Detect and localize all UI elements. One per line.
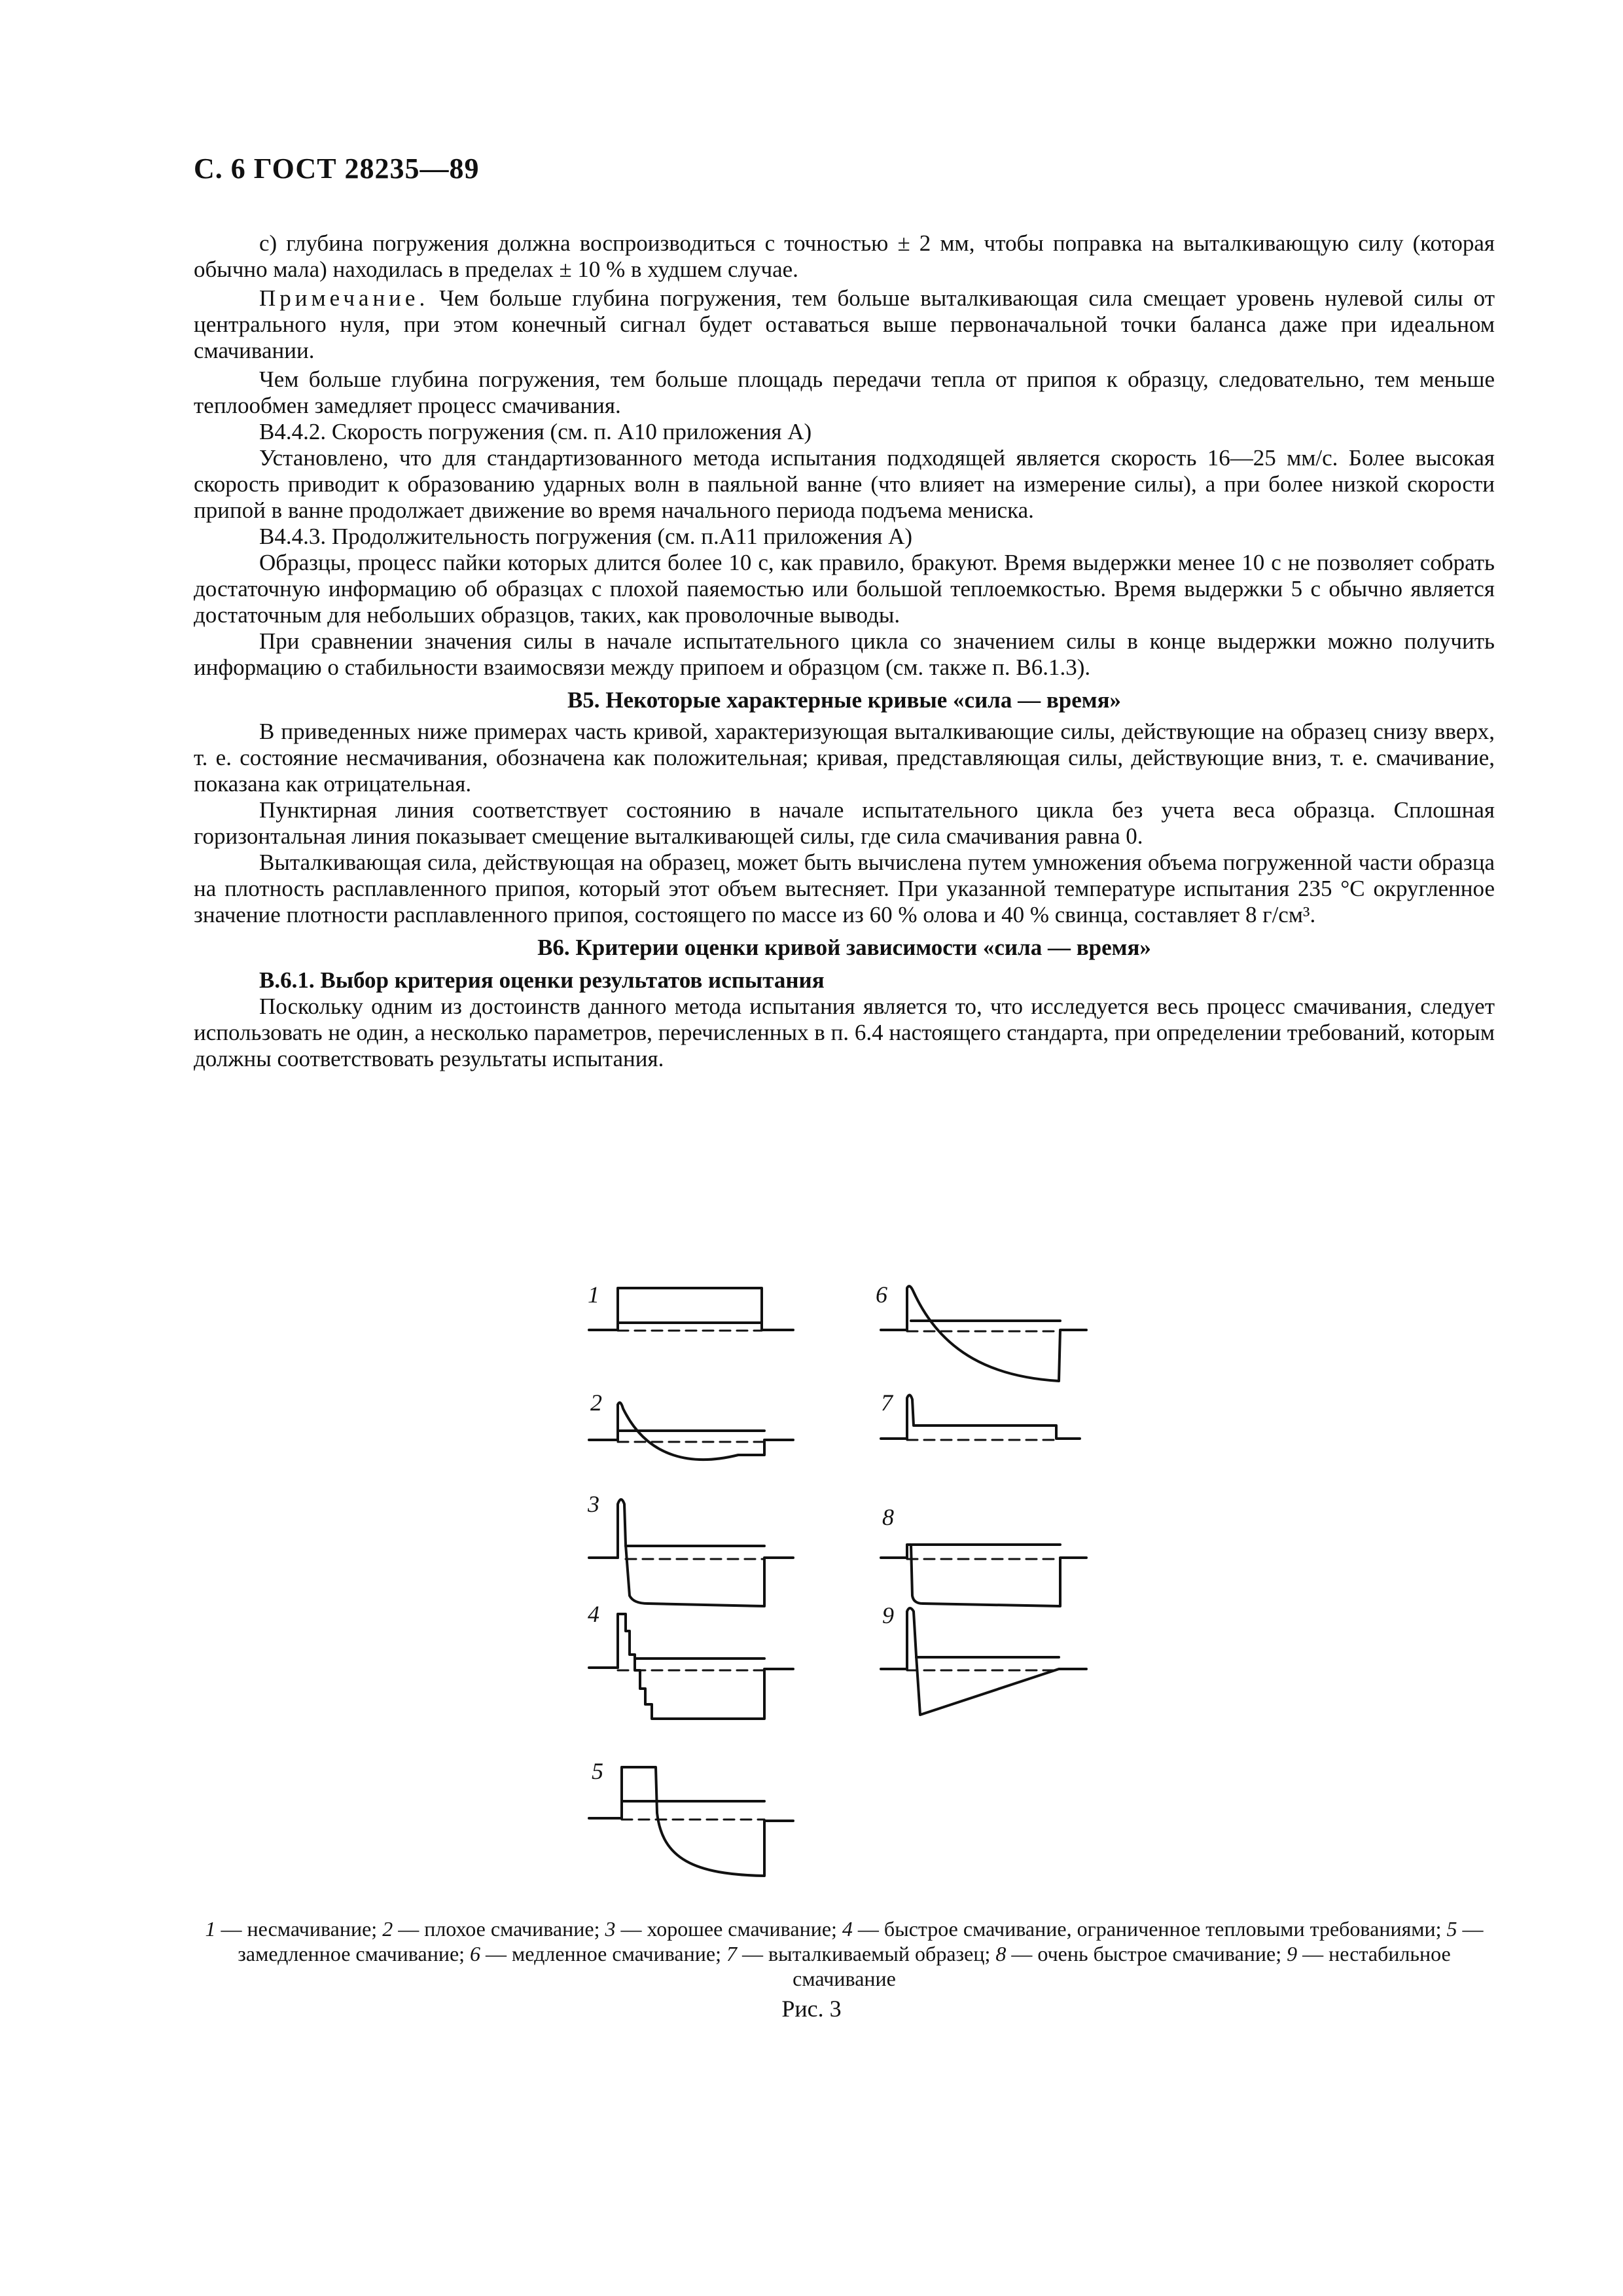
note-text: Чем больше глубина погружения, тем больше выталкивающая сила смещает уровень нулевой силы от центрального нуля, при этом конечный сигнал будет оставаться выше первоначальной точки баланса даже при идеальном смачивании. bbox=[194, 285, 1495, 363]
curve-6 bbox=[876, 1282, 1086, 1381]
curve-number: 4 bbox=[588, 1601, 599, 1627]
note-label: Примечание. bbox=[259, 285, 429, 311]
caption-item: 3 — хорошее смачивание; bbox=[605, 1917, 842, 1941]
paragraph: Поскольку одним из достоинств данного метода испытания является то, что исследуется весь процесс смачивания, следует использовать не один, а несколько параметров, перечисленных в п. 6.4 настоящего стандарта, при определении требований, которым должны соответствовать результаты испытания. bbox=[194, 994, 1495, 1071]
figure bbox=[0, 1270, 1623, 1924]
curve-number: 2 bbox=[590, 1390, 602, 1416]
paragraph: Чем больше глубина погружения, тем больше площадь передачи тепла от припоя к образцу, следовательно, тем меньше теплообмен замедляет процесс смачивания. bbox=[194, 367, 1495, 418]
caption-item: 5 — замедленное смачивание; bbox=[238, 1917, 1484, 1965]
clause-heading: В4.4.2. Скорость погружения (см. п. А10 приложения А) bbox=[259, 419, 812, 444]
paragraph: При сравнении значения силы в начале испытательного цикла со значением силы в конце выдержки можно получить информацию о стабильности взаимосвязи между припоем и образцом (см. также п. В6.1.3). bbox=[194, 628, 1495, 680]
curve-1 bbox=[588, 1282, 793, 1331]
section-heading: В5. Некоторые характерные кривые «сила — время» bbox=[567, 687, 1122, 713]
curve-number: 9 bbox=[882, 1602, 894, 1628]
curve-2 bbox=[589, 1390, 793, 1460]
curve-number: 6 bbox=[876, 1282, 887, 1308]
caption-item: 1 — несмачивание; bbox=[205, 1917, 383, 1941]
body-text bbox=[194, 230, 1495, 1075]
paragraph: Пунктирная линия соответствует состоянию в начале испытательного цикла без учета веса образца. Сплошная горизонтальная линия показывает смещение выталкивающей силы, где сила смачивания равна 0. bbox=[194, 797, 1495, 849]
curve-number: 7 bbox=[881, 1390, 893, 1416]
caption-item: 7 — выталкиваемый образец; bbox=[726, 1942, 996, 1965]
paragraph: Установлено, что для стандартизованного метода испытания подходящей является скорость 16—25 мм/с. Более высокая скорость приводит к образованию ударных волн в паяльной ванне (что влияет на измерение силы), а при более низкой скорости припой в ванне продолжает движение во время начального периода подъема мениска. bbox=[194, 445, 1495, 523]
curve-number: 3 bbox=[588, 1491, 599, 1517]
clause-heading: В4.4.3. Продолжительность погружения (см. п.А11 приложения А) bbox=[259, 524, 913, 549]
curve-4 bbox=[588, 1601, 793, 1719]
figure-caption bbox=[194, 1916, 1495, 1991]
page-header: С. 6 ГОСТ 28235—89 bbox=[194, 152, 480, 185]
caption-item: 2 — плохое смачивание; bbox=[382, 1917, 605, 1941]
section-heading: В6. Критерии оценки кривой зависимости «сила — время» bbox=[537, 935, 1151, 960]
paragraph: Выталкивающая сила, действующая на образец, может быть вычислена путем умножения объема погруженной части образца на плотность расплавленного припоя, который этот объем вытесняет. При указанной температуре испытания 235 °С округленное значение плотности расплавленного припоя, состоящего по массе из 60 % олова и 40 % свинца, составляет 8 г/см³. bbox=[194, 850, 1495, 927]
paragraph: Образцы, процесс пайки которых длится более 10 с, как правило, бракуют. Время выдержки менее 10 с не позволяет собрать достаточную информацию об образцах с плохой паяемостью или большой теплоемкостью. Время выдержки 5 с обычно является достаточным для небольших образцов, таких, как проволочные выводы. bbox=[194, 550, 1495, 628]
curve-9 bbox=[881, 1602, 1086, 1715]
curve-number: 5 bbox=[592, 1758, 603, 1784]
curve-number: 1 bbox=[588, 1282, 599, 1308]
curve-number: 8 bbox=[882, 1504, 894, 1530]
curves-diagram bbox=[0, 1270, 1623, 1924]
figure-label: Рис. 3 bbox=[781, 1996, 842, 2022]
curve-3 bbox=[587, 1491, 793, 1606]
subsection-heading: В.6.1. Выбор критерия оценки результатов испытания bbox=[259, 967, 825, 993]
paragraph: В приведенных ниже примерах часть кривой, характеризующая выталкивающие силы, действующие на образец снизу вверх, т. е. состояние несмачивания, обозначена как положительная; кривая, представляющая силы, действующие вниз, т. е. смачивание, показана как отрицательная. bbox=[194, 719, 1495, 797]
curve-8 bbox=[881, 1504, 1086, 1606]
caption-item: 8 — очень быстрое смачивание; bbox=[995, 1942, 1287, 1965]
curve-7 bbox=[881, 1390, 1080, 1440]
note-paragraph bbox=[194, 285, 1495, 364]
caption-item: 4 — быстрое смачивание, ограниченное тепловыми требованиями; bbox=[842, 1917, 1447, 1941]
paragraph: с) глубина погружения должна воспроизводиться с точностью ± 2 мм, чтобы поправка на выталкивающую силу (которая обычно мала) находилась в пределах ± 10 % в худшем случае. bbox=[194, 230, 1495, 282]
curve-5 bbox=[589, 1758, 793, 1876]
caption-item: 6 — медленное смачивание; bbox=[470, 1942, 726, 1965]
caption-item: 9 — нестабильное смачивание bbox=[793, 1942, 1451, 1990]
